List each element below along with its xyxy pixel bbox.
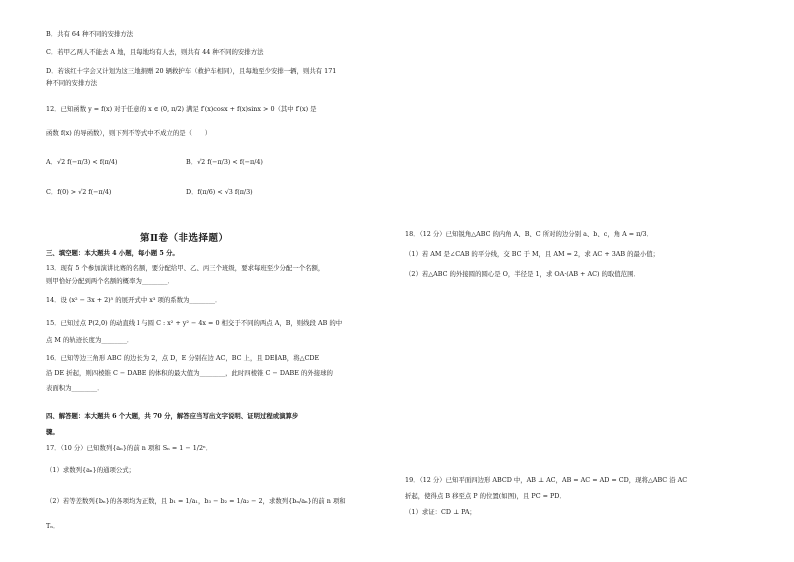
q16-line1: 16．已知等边三角形 ABC 的边长为 2，点 D，E 分别在边 AC，BC 上，且 DE∥AB，将△CDE <box>46 354 320 362</box>
q13-line1: 13．现有 5 个参加演讲比赛的名额，要分配给甲、乙、丙三个班级，要求每班至少分配一个名额， <box>46 264 325 272</box>
q18-part1: （1）若 AM 是∠CAB 的平分线，交 BC 于 M，且 AM = 2，求 AC + 3AB 的最小值； <box>405 250 660 258</box>
q11-option-d-line1: D．若该红十字会又计划为这三地捐赠 20 辆救护车（救护车相同），且每地至少安排一辆，则共有 171 <box>46 67 337 75</box>
q17-stem: 17．（10 分）已知数列{aₙ}的前 n 项和 Sₙ = 1 − 1/2ⁿ． <box>46 444 213 452</box>
section3-heading: 三、填空题：本大题共 4 小题，每小题 5 分。 <box>46 249 179 257</box>
q11-option-b: B．共有 64 种不同的安排方法 <box>46 30 134 38</box>
q12-option-a: A．√2 f(−π/3) < f(π/4) <box>46 158 118 166</box>
q12-option-c: C．f(0) > √2 f(−π/4) <box>46 188 112 196</box>
q12-stem-line1: 12．已知函数 y = f(x) 对于任意的 x ∈ (0, π/2) 满足 f′(x)cosx + f(x)sinx > 0（其中 f′(x) 是 <box>46 105 317 113</box>
q17-part2-line2: Tₙ． <box>46 522 60 530</box>
q14: 14．设 (x² − 3x + 2)⁵ 的展开式中 x³ 项的系数为________． <box>46 296 222 304</box>
q16-line2: 沿 DE 折起，则四棱锥 C − DABE 的体积的最大值为________，此时四棱锥 C − DABE 的外接球的 <box>46 369 333 377</box>
part2-title: 第Ⅱ卷（非选择题） <box>140 233 229 244</box>
q12-option-d: D．f(π/6) < √3 f(π/3) <box>186 188 253 196</box>
q11-option-c: C．若甲乙两人不能去 A 地，且每地均有人去，则共有 44 种不同的安排方法 <box>46 48 264 56</box>
q18-part2: （2）若△ABC 的外接圆的圆心是 O，半径是 1，求 OA·(AB + AC) 的取值范围． <box>405 270 640 278</box>
q12-stem-line2: 函数 f(x) 的导函数），则下列不等式中不成立的是（ ） <box>46 129 212 137</box>
q19-part1: （1）求证：CD ⊥ PA； <box>405 508 476 516</box>
q18-stem: 18．（12 分）已知锐角△ABC 的内角 A、B、C 所对的边分别 a、b、c，角 A = π/3． <box>405 230 653 238</box>
q13-line2: 则甲恰好分配到两个名额的概率为________． <box>46 277 174 285</box>
q17-part2-line1: （2）若等差数列{bₙ}的各项均为正数，且 b₁ = 1/a₁，b₃ − b₂ = 1/a₂ − 2，求数列{bₙ/aₙ}的前 n 项和 <box>46 497 346 505</box>
q15-line2: 点 M 的轨迹长度为________． <box>46 336 134 344</box>
q16-line3: 表面积为________． <box>46 384 104 392</box>
q15-line1: 15．已知过点 P(2,0) 的动直线 l 与圆 C : x² + y² − 4x = 0 相交于不同的两点 A，B，则线段 AB 的中 <box>46 319 343 327</box>
q19-line2: 折起，使得点 B 移至点 P 的位置(如图)，且 PC = PD． <box>405 492 566 500</box>
section4-heading-line1: 四、解答题：本大题共 6 个大题，共 70 分，解答应当写出文字说明、证明过程或演算步 <box>46 412 299 420</box>
q12-option-b: B．√2 f(−π/3) < f(−π/4) <box>186 158 263 166</box>
q11-option-d-line2: 种不同的安排方法 <box>46 79 98 87</box>
q19-line1: 19．（12 分）已知平面四边形 ABCD 中，AB ⊥ AC，AB = AC = AD = CD，现将△ABC 沿 AC <box>405 476 688 484</box>
q17-part1: （1）求数列{aₙ}的通项公式； <box>46 466 136 474</box>
section4-heading-line2: 骤。 <box>46 428 59 436</box>
